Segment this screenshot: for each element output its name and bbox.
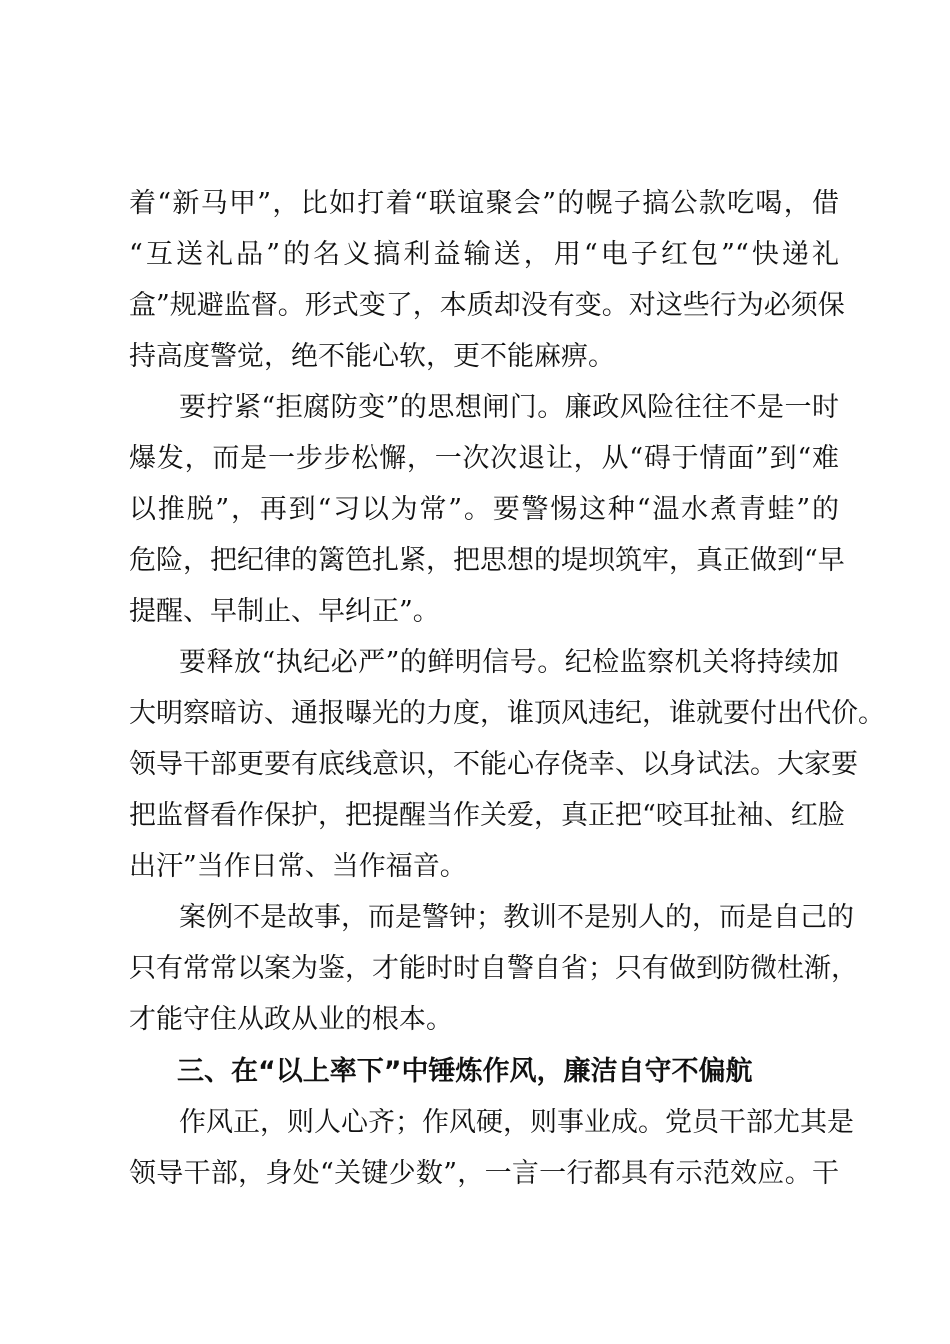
text-line-2: “互送礼品”的名义搞利益输送，用“电子红包”“快递礼 [129, 239, 839, 270]
text-line-14: 出汗”当作日常、当作福音。 [129, 851, 467, 882]
text-line-3: 盒”规避监督。形式变了，本质却没有变。对这些行为必须保 [129, 290, 845, 321]
paragraph-start-line: 要释放“执纪必严”的鲜明信号。纪检监察机关将持续加 [179, 647, 839, 678]
section-heading: 三、在“以上率下”中锤炼作风，廉洁自守不偏航 [177, 1056, 753, 1087]
text-line-7: 以推脱”，再到“习以为常”。要警惕这种“温水煮青蛙”的 [129, 494, 839, 525]
paragraph-start-line: 案例不是故事，而是警钟；教训不是别人的，而是自己的 [179, 902, 854, 933]
text-line-8: 危险，把纪律的篱笆扎紧，把思想的堤坝筑牢，真正做到“早 [129, 545, 845, 576]
text-line-6: 爆发，而是一步步松懈，一次次退让，从“碍于情面”到“难 [129, 443, 839, 474]
text-line-9: 提醒、早制止、早纠正”。 [129, 596, 440, 627]
text-line-13: 把监督看作保护，把提醒当作关爱，真正把“咬耳扯袖、红脸 [129, 800, 845, 831]
text-line-11: 大明察暗访、通报曝光的力度，谁顶风违纪，谁就要付出代价。 [129, 698, 885, 729]
text-line-16: 只有常常以案为鉴，才能时时自警自省；只有做到防微杜渐， [129, 953, 858, 984]
paragraph-start-line: 要拧紧“拒腐防变”的思想闸门。廉政风险往往不是一时 [179, 392, 839, 423]
text-line-4: 持高度警觉，绝不能心软，更不能麻痹。 [129, 341, 615, 372]
paragraph-start-line: 作风正，则人心齐；作风硬，则事业成。党员干部尤其是 [179, 1107, 854, 1138]
text-line-17: 才能守住从政从业的根本。 [129, 1004, 453, 1035]
text-line-12: 领导干部更要有底线意识，不能心存侥幸、以身试法。大家要 [129, 749, 858, 780]
text-line-20: 领导干部，身处“关键少数”，一言一行都具有示范效应。干 [129, 1158, 839, 1189]
text-line-1: 着“新马甲”，比如打着“联谊聚会”的幌子搞公款吃喝，借 [129, 188, 839, 219]
